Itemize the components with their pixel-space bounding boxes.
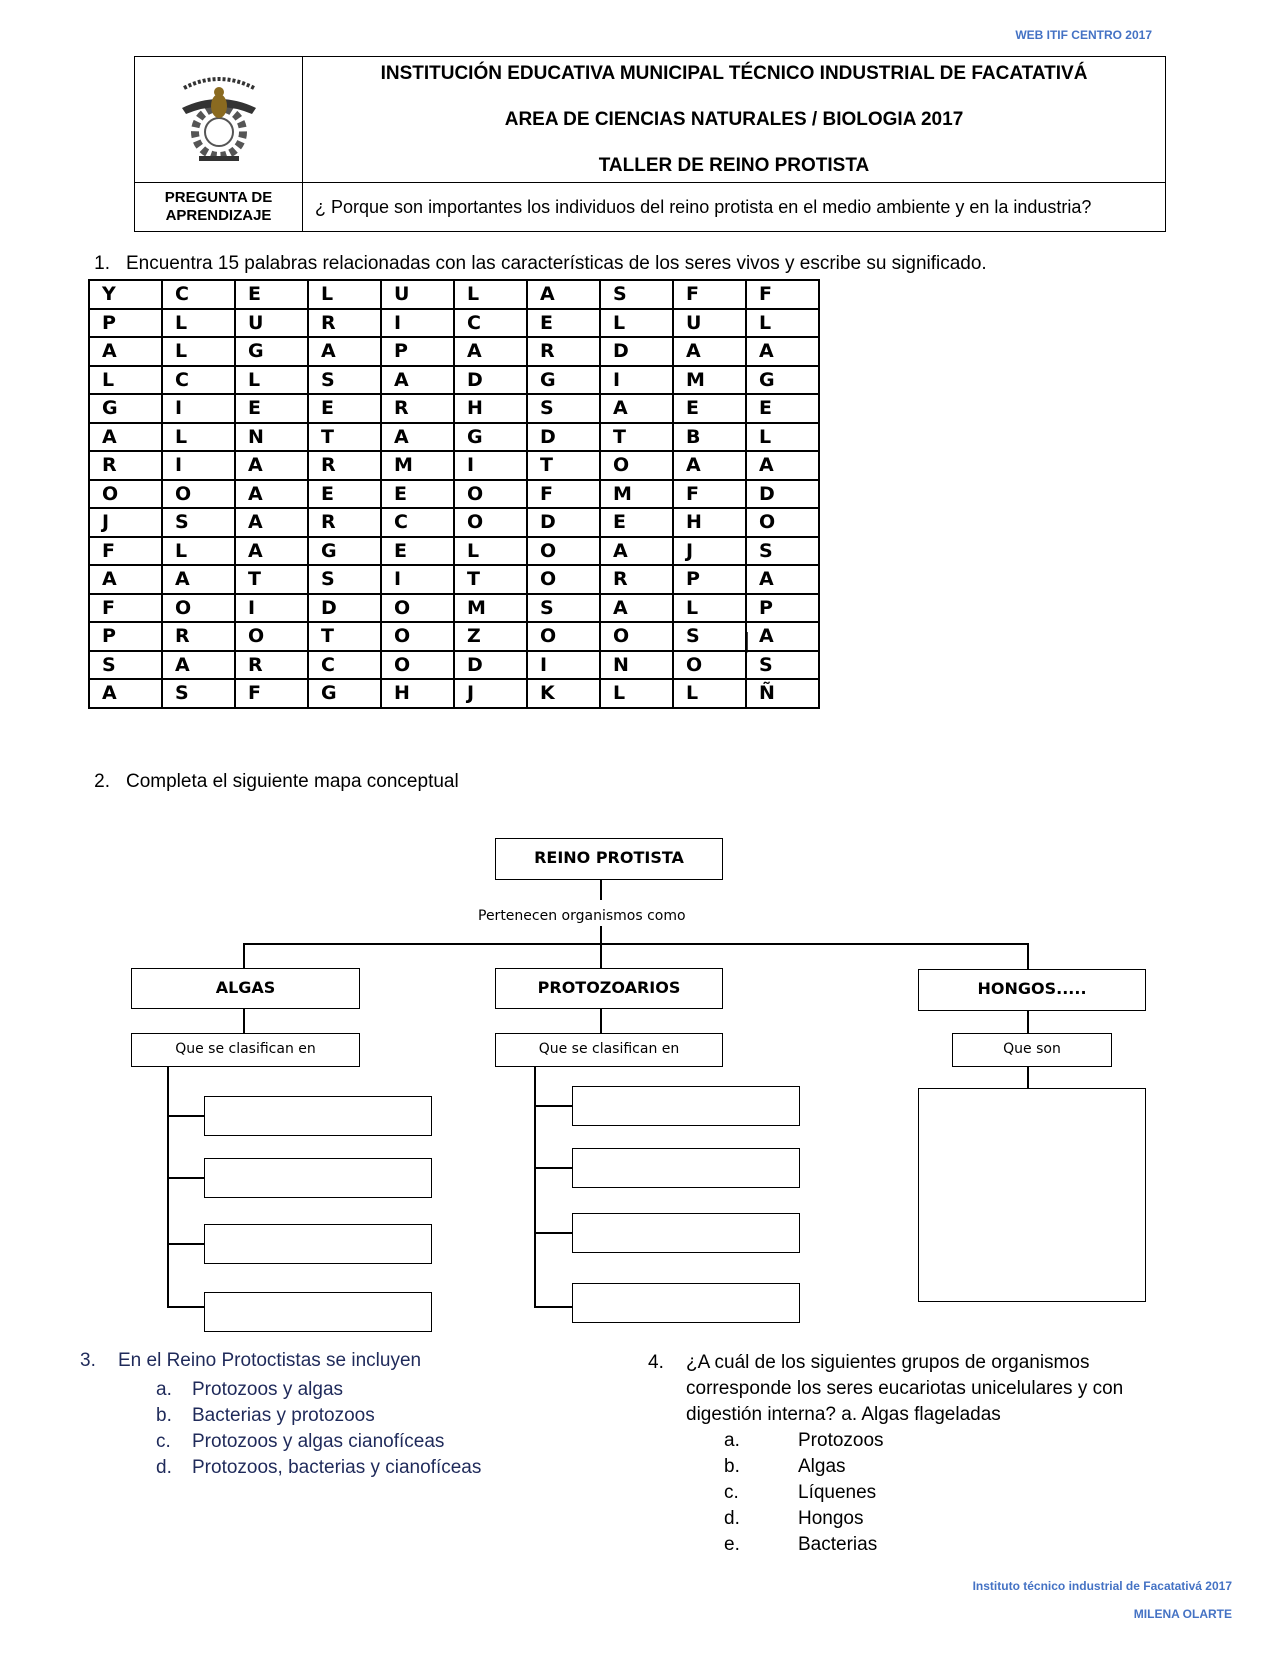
map-line <box>600 926 602 944</box>
q4-option <box>724 1428 884 1454</box>
grid-cell: L <box>600 309 673 338</box>
grid-cell: A <box>89 423 162 452</box>
proto-answer-box-3[interactable] <box>572 1213 800 1253</box>
grid-row <box>89 280 819 309</box>
grid-cell: C <box>381 508 454 537</box>
grid-cell: O <box>673 651 746 680</box>
map-line <box>1027 1011 1029 1033</box>
grid-cell: M <box>381 451 454 480</box>
grid-cell: A <box>235 508 308 537</box>
grid-cell: O <box>454 508 527 537</box>
grid-cell: A <box>235 537 308 566</box>
grid-cell: S <box>527 594 600 623</box>
grid-cell: B <box>673 423 746 452</box>
q1-text: Encuentra 15 palabras relacionadas con las características de los seres vivos y escribe su significado. <box>126 253 987 274</box>
q3-option <box>156 1455 481 1481</box>
grid-cell: O <box>600 451 673 480</box>
proto-answer-box-1[interactable] <box>572 1086 800 1126</box>
grid-cell: E <box>308 480 381 509</box>
grid-cell: I <box>162 394 235 423</box>
grid-cell: R <box>600 565 673 594</box>
grid-cell: L <box>162 537 235 566</box>
q3-option <box>156 1377 481 1403</box>
map-line <box>600 943 602 968</box>
algas-answer-box-4[interactable] <box>204 1292 432 1332</box>
grid-cell: E <box>673 394 746 423</box>
q4-line3: digestión interna? a. Algas flageladas <box>686 1404 1001 1425</box>
grid-cell: T <box>527 451 600 480</box>
map-line <box>534 1232 574 1234</box>
grid-cell: F <box>673 480 746 509</box>
grid-cell: Z <box>454 622 527 651</box>
grid-cell: D <box>527 423 600 452</box>
area-title: AREA DE CIENCIAS NATURALES / BIOLOGIA 2017 <box>504 108 964 130</box>
grid-cell: O <box>235 622 308 651</box>
grid-cell: A <box>89 679 162 708</box>
grid-cell: L <box>454 537 527 566</box>
proto-answer-box-4[interactable] <box>572 1283 800 1323</box>
title-cell <box>303 57 1166 183</box>
grid-row <box>89 423 819 452</box>
algas-answer-box-3[interactable] <box>204 1224 432 1264</box>
map-line <box>534 1067 536 1307</box>
grid-cell: L <box>89 366 162 395</box>
hongos-answer-box[interactable] <box>918 1088 1146 1302</box>
q3-options <box>156 1377 481 1481</box>
grid-cell: S <box>527 394 600 423</box>
grid-cell: S <box>162 679 235 708</box>
q4-option <box>724 1532 884 1558</box>
grid-cell: L <box>162 309 235 338</box>
grid-cell: R <box>381 394 454 423</box>
grid-cell: A <box>89 337 162 366</box>
grid-cell: I <box>381 565 454 594</box>
grid-cell: P <box>89 622 162 651</box>
grid-cell: E <box>235 280 308 309</box>
grid-cell: R <box>235 651 308 680</box>
grid-cell: L <box>162 423 235 452</box>
grid-cell: O <box>89 480 162 509</box>
grid-cell: G <box>454 423 527 452</box>
grid-cell: F <box>673 280 746 309</box>
map-line <box>167 1115 205 1117</box>
taller-title: TALLER DE REINO PROTISTA <box>598 154 870 176</box>
grid-cell: U <box>381 280 454 309</box>
grid-row <box>89 565 819 594</box>
map-algas-sub-box: Que se clasifican en <box>131 1033 360 1067</box>
grid-cell: L <box>162 337 235 366</box>
grid-cell: P <box>673 565 746 594</box>
grid-cell: M <box>673 366 746 395</box>
grid-cell: D <box>527 508 600 537</box>
grid-cell: R <box>308 451 381 480</box>
q3-option-letter: b. <box>156 1405 172 1426</box>
map-algas-box: ALGAS <box>131 968 360 1009</box>
q4-option-letter: a. <box>724 1430 740 1451</box>
grid-row <box>89 508 819 537</box>
grid-cell: E <box>527 309 600 338</box>
grid-cell: A <box>746 451 819 480</box>
grid-cell: L <box>673 594 746 623</box>
grid-cell: G <box>89 394 162 423</box>
grid-row <box>89 537 819 566</box>
q1-number: 1. <box>94 253 110 274</box>
word-search-grid <box>88 279 820 709</box>
grid-cell: O <box>162 594 235 623</box>
grid-cell: N <box>235 423 308 452</box>
grid-row <box>89 394 819 423</box>
grid-cell: G <box>308 537 381 566</box>
q4-option <box>724 1480 884 1506</box>
grid-cell: I <box>527 651 600 680</box>
map-line <box>534 1306 574 1308</box>
logo-cell <box>135 57 303 183</box>
grid-cell: L <box>600 679 673 708</box>
grid-cell: L <box>746 309 819 338</box>
grid-cell: G <box>235 337 308 366</box>
algas-answer-box-2[interactable] <box>204 1158 432 1198</box>
grid-cell: J <box>89 508 162 537</box>
grid-cell: U <box>673 309 746 338</box>
grid-cell: A <box>600 594 673 623</box>
question-label <box>135 183 303 232</box>
grid-cell: L <box>673 679 746 708</box>
grid-cell: A <box>746 622 819 651</box>
map-hongos-sub-box: Que son <box>952 1033 1112 1067</box>
grid-cell: E <box>600 508 673 537</box>
grid-cell: A <box>235 451 308 480</box>
header-top-right: WEB ITIF CENTRO 2017 <box>1015 28 1152 42</box>
grid-cell: T <box>235 565 308 594</box>
grid-cell: P <box>746 594 819 623</box>
map-line <box>167 1067 169 1307</box>
map-line <box>243 943 1028 945</box>
grid-cell: F <box>235 679 308 708</box>
grid-cell: C <box>162 280 235 309</box>
grid-cell: O <box>527 622 600 651</box>
proto-answer-box-2[interactable] <box>572 1148 800 1188</box>
grid-cell: S <box>89 651 162 680</box>
grid-cell: N <box>600 651 673 680</box>
grid-cell: A <box>235 480 308 509</box>
question-label-line1: PREGUNTA DE <box>164 189 273 206</box>
q2 <box>72 771 459 793</box>
q4-option-text: Hongos <box>798 1508 864 1529</box>
grid-cell: T <box>308 622 381 651</box>
map-line <box>167 1243 205 1245</box>
grid-row <box>89 366 819 395</box>
grid-cell: T <box>600 423 673 452</box>
grid-cell: S <box>600 280 673 309</box>
grid-cell: S <box>746 537 819 566</box>
q4-option-text: Protozoos <box>798 1430 884 1451</box>
grid-cell: R <box>527 337 600 366</box>
q2-text: Completa el siguiente mapa conceptual <box>126 771 459 792</box>
grid-cell: A <box>162 565 235 594</box>
grid-cell: O <box>381 622 454 651</box>
q4-option-text: Líquenes <box>798 1482 877 1503</box>
header-table <box>134 56 1166 232</box>
grid-cell: P <box>89 309 162 338</box>
grid-cell: G <box>308 679 381 708</box>
grid-cell: D <box>600 337 673 366</box>
grid-row <box>89 622 819 651</box>
grid-cell: J <box>454 679 527 708</box>
grid-cell: A <box>381 423 454 452</box>
map-connector-label: Pertenecen organismos como <box>478 908 686 924</box>
question-label-line2: APRENDIZAJE <box>165 207 272 224</box>
q4-option <box>724 1454 884 1480</box>
grid-cell: D <box>454 366 527 395</box>
q3-option-text: Protozoos y algas cianofíceas <box>192 1431 445 1452</box>
grid-cell: O <box>454 480 527 509</box>
grid-row <box>89 309 819 338</box>
grid-cell: S <box>162 508 235 537</box>
map-line <box>167 1306 205 1308</box>
map-line <box>1027 1067 1029 1089</box>
grid-cell: A <box>89 565 162 594</box>
map-line <box>243 943 245 968</box>
cursor-mark: | <box>744 628 750 653</box>
grid-cell: M <box>600 480 673 509</box>
grid-cell: I <box>600 366 673 395</box>
grid-cell: A <box>746 337 819 366</box>
grid-cell: M <box>454 594 527 623</box>
grid-cell: H <box>673 508 746 537</box>
institution-name: INSTITUCIÓN EDUCATIVA MUNICIPAL TÉCNICO INDUSTRIAL DE FACATATIVÁ <box>380 62 1088 84</box>
grid-cell: R <box>89 451 162 480</box>
grid-cell: F <box>89 537 162 566</box>
footer-line1: Instituto técnico industrial de Facatativá 2017 <box>972 1579 1232 1593</box>
grid-cell: K <box>527 679 600 708</box>
grid-row <box>89 651 819 680</box>
q3-option <box>156 1429 481 1455</box>
grid-cell: H <box>454 394 527 423</box>
map-line <box>600 1009 602 1033</box>
q3-option-letter: d. <box>156 1457 172 1478</box>
grid-cell: P <box>381 337 454 366</box>
grid-cell: O <box>527 537 600 566</box>
grid-cell: J <box>673 537 746 566</box>
map-line <box>534 1105 574 1107</box>
map-line <box>1027 943 1029 969</box>
grid-cell: A <box>600 394 673 423</box>
q3-option-text: Protozoos, bacterias y cianofíceas <box>192 1457 482 1478</box>
map-protozoarios-box: PROTOZOARIOS <box>495 968 723 1009</box>
grid-cell: D <box>746 480 819 509</box>
q4-option-text: Bacterias <box>798 1534 878 1555</box>
grid-cell: A <box>527 280 600 309</box>
grid-cell: I <box>235 594 308 623</box>
question-text: ¿ Porque son importantes los individuos del reino protista en el medio ambiente y en la industria? <box>303 183 1166 232</box>
grid-cell: S <box>308 366 381 395</box>
map-line <box>600 880 602 900</box>
grid-cell: O <box>746 508 819 537</box>
grid-cell: T <box>308 423 381 452</box>
q3-option-letter: c. <box>156 1431 171 1452</box>
grid-row <box>89 594 819 623</box>
q2-number: 2. <box>94 771 110 792</box>
q3-option-letter: a. <box>156 1379 172 1400</box>
grid-cell: U <box>235 309 308 338</box>
q3-option <box>156 1403 481 1429</box>
grid-cell: C <box>162 366 235 395</box>
grid-row <box>89 480 819 509</box>
grid-cell: A <box>600 537 673 566</box>
grid-cell: F <box>527 480 600 509</box>
grid-cell: A <box>308 337 381 366</box>
grid-cell: S <box>746 651 819 680</box>
grid-cell: A <box>673 337 746 366</box>
grid-cell: L <box>746 423 819 452</box>
school-seal-logo <box>174 70 264 165</box>
grid-cell: O <box>527 565 600 594</box>
grid-cell: L <box>308 280 381 309</box>
grid-cell: I <box>162 451 235 480</box>
grid-cell: O <box>381 594 454 623</box>
footer-line2: MILENA OLARTE <box>1133 1607 1232 1621</box>
q4-line1: ¿A cuál de los siguientes grupos de organismos <box>686 1352 1090 1373</box>
grid-cell: R <box>162 622 235 651</box>
grid-cell: Y <box>89 280 162 309</box>
grid-cell: A <box>746 565 819 594</box>
grid-row <box>89 679 819 708</box>
grid-cell: I <box>381 309 454 338</box>
grid-cell: G <box>527 366 600 395</box>
grid-cell: C <box>454 309 527 338</box>
q3-option-text: Protozoos y algas <box>192 1379 344 1400</box>
q3-text: En el Reino Protoctistas se incluyen <box>118 1350 422 1371</box>
grid-cell: E <box>381 480 454 509</box>
grid-cell: I <box>454 451 527 480</box>
q4-line2: corresponde los seres eucariotas unicelulares y con <box>686 1378 1124 1399</box>
q4-option-letter: d. <box>724 1508 740 1529</box>
q4-option-letter: b. <box>724 1456 740 1477</box>
map-line <box>534 1167 574 1169</box>
map-hongos-box: HONGOS..... <box>918 969 1146 1011</box>
grid-cell: E <box>746 394 819 423</box>
grid-cell: A <box>162 651 235 680</box>
grid-cell: A <box>381 366 454 395</box>
map-line <box>167 1177 205 1179</box>
grid-cell: S <box>308 565 381 594</box>
grid-cell: L <box>235 366 308 395</box>
q4-option-letter: c. <box>724 1482 739 1503</box>
grid-cell: L <box>454 280 527 309</box>
grid-cell: A <box>673 451 746 480</box>
map-root-box: REINO PROTISTA <box>495 838 723 880</box>
grid-cell: H <box>381 679 454 708</box>
grid-cell: Ñ <box>746 679 819 708</box>
q3 <box>80 1350 421 1372</box>
q4 <box>648 1350 1123 1428</box>
grid-cell: O <box>381 651 454 680</box>
grid-cell: G <box>746 366 819 395</box>
grid-cell: R <box>308 508 381 537</box>
q4-option <box>724 1506 884 1532</box>
q3-number: 3. <box>80 1350 96 1371</box>
algas-answer-box-1[interactable] <box>204 1096 432 1136</box>
q3-option-text: Bacterias y protozoos <box>192 1405 375 1426</box>
grid-cell: E <box>381 537 454 566</box>
grid-cell: E <box>235 394 308 423</box>
q4-option-letter: e. <box>724 1534 740 1555</box>
grid-cell: F <box>89 594 162 623</box>
grid-cell: C <box>308 651 381 680</box>
map-line <box>243 1009 245 1033</box>
grid-cell: A <box>454 337 527 366</box>
q4-option-text: Algas <box>798 1456 846 1477</box>
grid-cell: T <box>454 565 527 594</box>
grid-row <box>89 337 819 366</box>
q1 <box>72 253 987 275</box>
grid-cell: R <box>308 309 381 338</box>
grid-cell: O <box>162 480 235 509</box>
grid-cell: E <box>308 394 381 423</box>
grid-cell: S <box>673 622 746 651</box>
grid-row <box>89 451 819 480</box>
grid-cell: F <box>746 280 819 309</box>
q4-options <box>724 1428 884 1558</box>
grid-cell: D <box>308 594 381 623</box>
q4-number: 4. <box>648 1352 664 1373</box>
grid-cell: D <box>454 651 527 680</box>
map-proto-sub-box: Que se clasifican en <box>495 1033 723 1067</box>
grid-cell: O <box>600 622 673 651</box>
